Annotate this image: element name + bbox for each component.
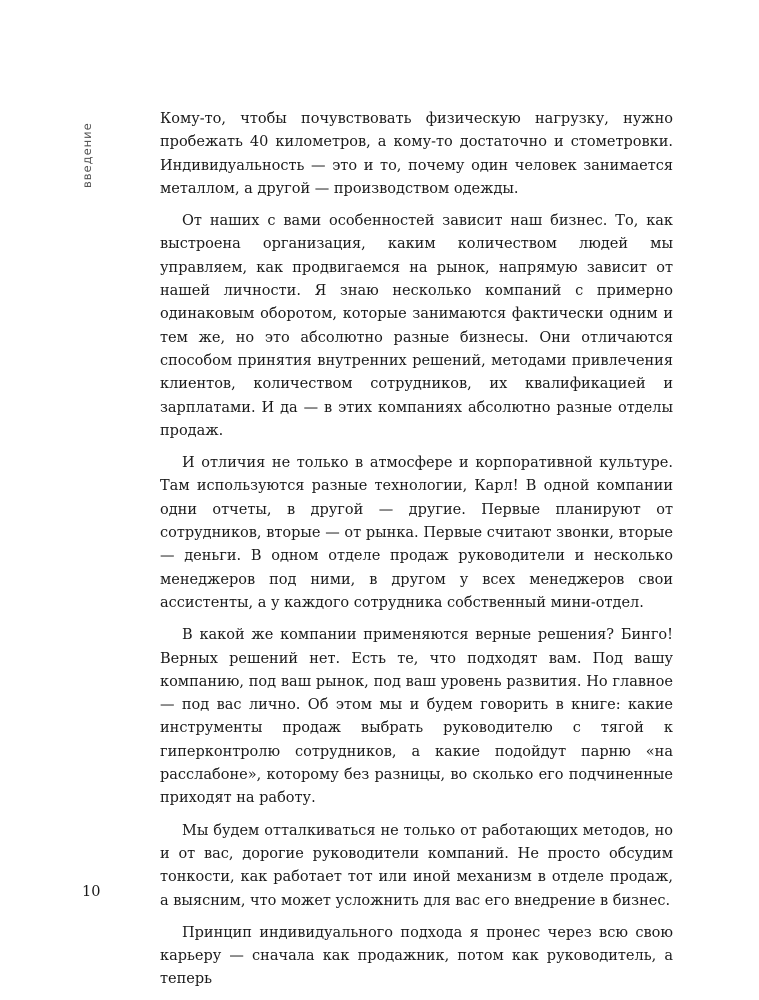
paragraph: Кому-то, чтобы почувствовать физическую нагрузку, нужно пробежать 40 километров, а кому-то достаточно и стометровки. Индивидуальность — это и то, почему один человек занимается металлом, а другой — производством одежды. [160, 111, 673, 197]
page-number: 10 [82, 884, 101, 900]
paragraph: В какой же компании применяются верные решения? Бинго! Верных решений нет. Есть те, что подходят вам. Под вашу компанию, под ваш рынок, под ваш уровень развития. Но главное — под вас лично. Об этом мы и будем говорить в книге: какие инструменты продаж выбрать руководителю с тягой к гиперконтролю сотрудников, а какие подойдут парню «на расслабоне», которому без разницы, во сколько его подчиненные приходят на работу. [160, 627, 673, 807]
body-text [160, 108, 673, 1000]
section-label: введение [80, 122, 94, 188]
paragraph: От наших с вами особенностей зависит наш бизнес. То, как выстроена организация, каким количеством людей мы управляем, как продвигаемся на рынок, напрямую зависит от нашей личности. Я знаю несколько компаний с примерно одинаковым оборотом, которые занимаются фактически одним и тем же, но это абсолютно разные бизнесы. Они отличаются способом принятия внутренних решений, методами привлечения клиентов, количеством сотрудников, их квалификацией и зарплатами. И да — в этих компаниях абсолютно разные отделы продаж. [160, 213, 673, 439]
paragraph: И отличия не только в атмосфере и корпоративной культуре. Там используются разные технологии, Карл! В одной компании одни отчеты, в другой — другие. Первые планируют от сотрудников, вторые — от рынка. Первые считают звонки, вторые — деньги. В одном отделе продаж руководители и несколько менеджеров под ними, в другом у всех менеджеров свои ассистенты, а у каждого сотрудника собственный мини-отдел. [160, 455, 673, 611]
paragraph: Мы будем отталкиваться не только от работающих методов, но и от вас, дорогие руководители компаний. Не просто обсудим тонкости, как работает тот или иной механизм в отделе продаж, а выясним, что может усложнить для вас его внедрение в бизнес. [160, 822, 673, 909]
paragraph: Принцип индивидуального подхода я пронес через всю свою карьеру — сначала как продажник, потом как руководитель, а теперь [160, 924, 673, 988]
